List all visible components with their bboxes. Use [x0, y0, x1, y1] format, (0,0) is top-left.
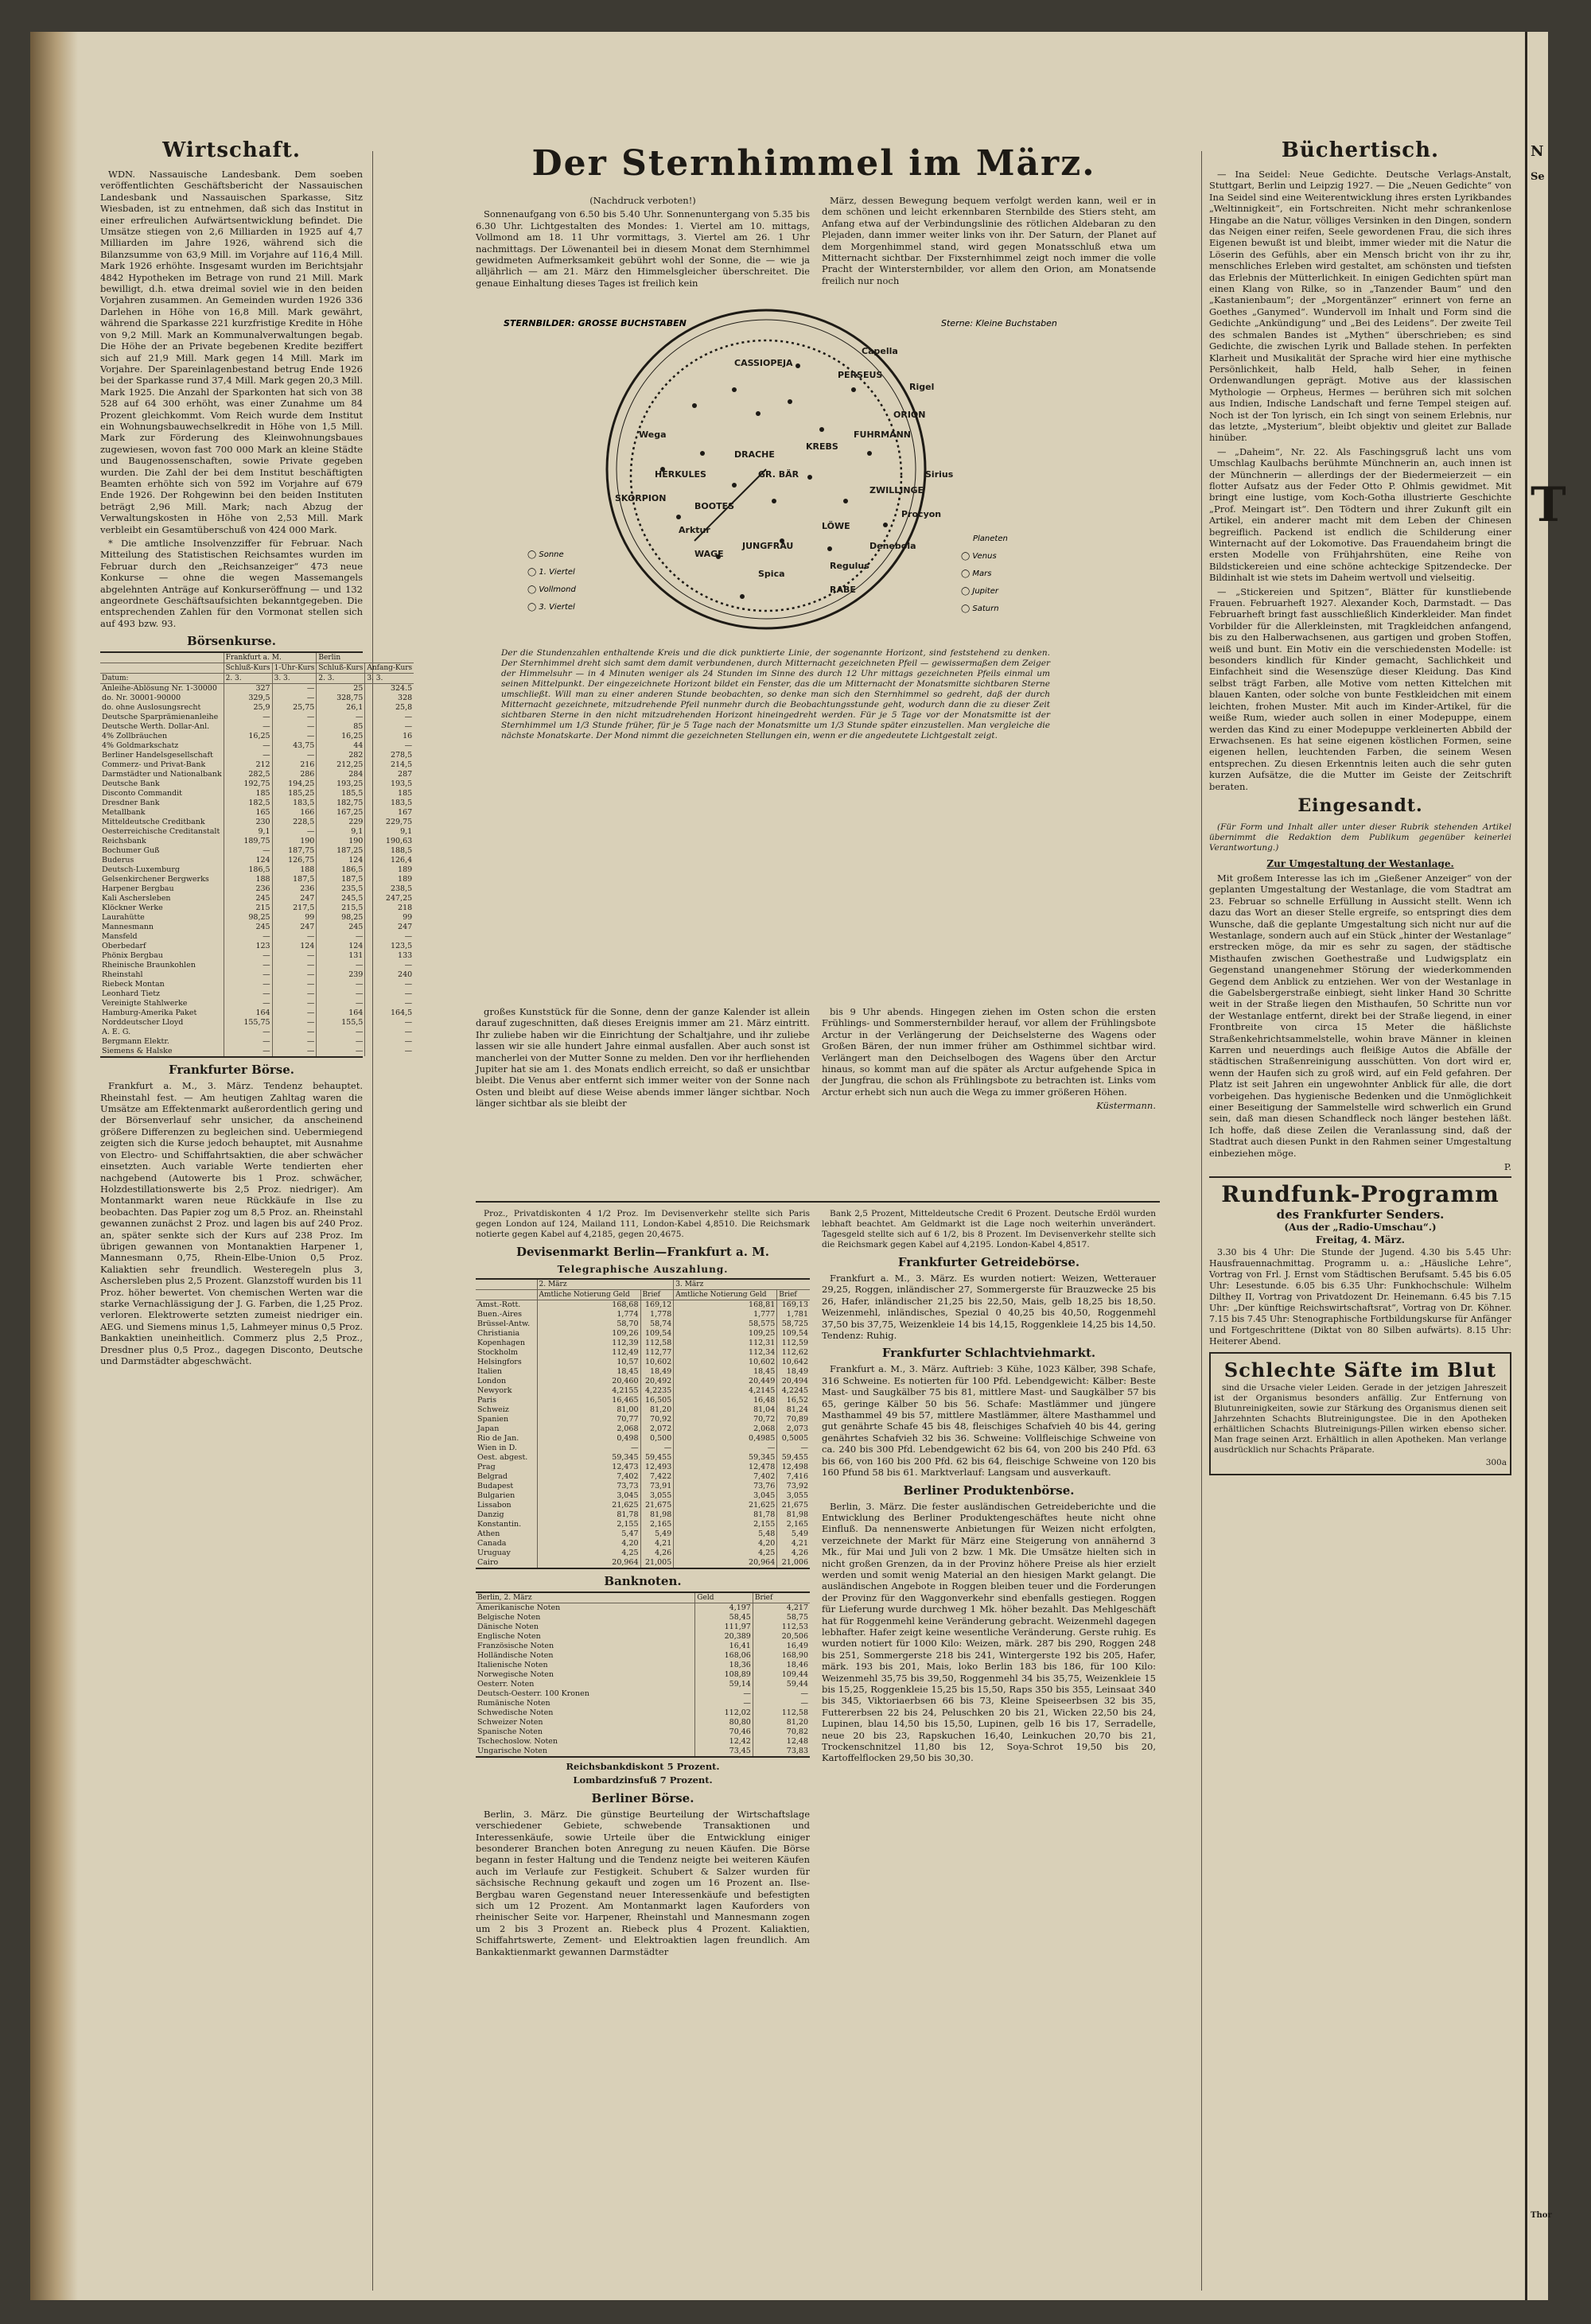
devisen-row: Athen 5,47 5,49 5,48 5,49	[477, 1529, 808, 1538]
banknoten-row: Englische Noten 20,389 20,506	[477, 1632, 808, 1641]
star-intro-left: (Nachdruck verboten!) Sonnenaufgang von 6.50 bis 5.40 Uhr. Sonnenuntergang von 5.35 bis 6.30 Uhr. Lichtgestalten des Mondes: 1. Viertel am 10. mittags, Vollmond am 18. 11 Uhr vormittags, 3. Viertel am 26. 1 Uhr nachmittags. Der Löwenanteil bei in diesem Monat dem Sternhimmel gewidmeten Aufmerksamkeit gebührt wohl der Sonne, die — wie ja alljährlich — am 21. März den Himmelsgleicher überschreitet. Die genaue Einhaltung dieses Tages ist freilich kein	[476, 195, 810, 289]
constellation-label: FUHRMANN	[854, 429, 911, 440]
star-map-caption: Der die Stundenzahlen enthaltende Kreis und die dick punktierte Linie, der sogenannte Horizont, sind feststehend zu denken. Der Sternhimmel dreht sich samt dem damit verbundenen, durch Mitternacht gezeichneten Pfeil — gewissermaßen dem Zeiger der Himmelsuhr — in 4 Minuten weniger als 24 Stunden im Sinne des durch 12 Uhr mittags gezeichneten Pfeils einmal um seinen Mittelpunkt. Der eingezeichnete Horizont bildet ein Fenster, das die um Mitternacht der Monatsmitte sichtbaren Sterne umschließt. Will man zu einer anderen Stunde beobachten, so denke man sich den Sternhimmel so gedreht, daß der durch Mitternacht gezeichnete, mitzudrehende Pfeil nunmehr durch die Beobachtungsstunde geht, wodurch dann die zu dieser Zeit sichtbaren Sterne in den nicht mitzudrehenden Horizont hineingedreht werden. Für je 5 Tage vor der Monatsmitte ist der Sternhimmel um 1/3 Stunde früher, für je 5 Tage nach der Monatsmitte um 1/3 Stunde später einzustellen. Man vergleiche die nächste Monatskarte. Der Mond nimmt die gezeichneten Stellungen ein, wenn er die angedeutete Lichtgestalt zeigt.	[501, 648, 1050, 740]
kurs-row: Bergmann Elektr. — — — —	[102, 1037, 413, 1047]
star-map	[496, 294, 1057, 644]
constellation-label: SKORPION	[615, 493, 667, 503]
kurs-row: 4% Zollbräuchen 16,25 — 16,25 16	[102, 732, 413, 741]
boersenkurse-table-wrap	[100, 651, 413, 1058]
star-dot	[740, 594, 745, 599]
getreide-title: Frankfurter Getreidebörse.	[897, 1255, 1080, 1269]
kurs-row: Klöckner Werke 215 217,5 215,5 218	[102, 904, 413, 913]
kurs-row: A. E. G. — — — —	[102, 1028, 413, 1037]
book-spine	[30, 32, 78, 2300]
constellation-labels	[615, 346, 954, 595]
kurs-row: Gelsenkirchener Bergwerks 188 187,5 187,5 189	[102, 875, 413, 884]
legend-entry: ◯ Sonne	[527, 550, 564, 559]
head-frankfurt: Frankfurt a. M.	[224, 653, 317, 663]
constellation-label: JUNGFRAU	[742, 541, 794, 551]
devisen-row: Oest. abgest. 59,345 59,455 59,345 59,455	[477, 1453, 808, 1462]
kurs-row: Mansfeld — — — —	[102, 932, 413, 942]
banknoten-row: Norwegische Noten 108,89 109,44	[477, 1670, 808, 1679]
devisen-row: Newyork 4,2155 4,2235 4,2145 4,2245	[477, 1386, 808, 1395]
star-dot	[843, 499, 848, 503]
devisen-row: Stockholm 112,49 112,77 112,34 112,62	[477, 1348, 808, 1357]
kurs-row: Darmstädter und Nationalbank 282,5 286 284 287	[102, 770, 413, 779]
column-rule	[1201, 151, 1202, 2291]
kurs-row: Disconto Commandit 185 185,25 185,5 185	[102, 789, 413, 799]
legend-entry: ◯ Saturn	[961, 604, 999, 613]
star-dot	[807, 475, 812, 480]
kurs-row: Reichsbank 189,75 190 190 190,63	[102, 837, 413, 846]
kurs-row: Deutsche Bank 192,75 194,25 193,25 193,5	[102, 779, 413, 789]
constellation-label: Wega	[639, 429, 667, 440]
column-economy	[100, 135, 413, 2314]
blut-ad: Schlechte Säfte im Blut sind die Ursache vieler Leiden. Gerade in der jetzigen Jahreszeit ist der Organismus besonders anfällig. Zur Entfernung von Blutunreinigkeiten, sowie zur Stärkung des Organismus dienen seit Jahrzehnten Schachts Blutreinigungstee. Die in den Apotheken erhältlichen Schachts Blutreinigungs-Pillen wirken ebenso sicher. Man frage seinen Arzt. Erhältlich in allen Apotheken. Man verlange ausdrücklich nur Schachts Präparate. 300a	[1209, 1352, 1511, 1475]
star-dot	[756, 411, 760, 416]
star-dot	[676, 515, 681, 519]
berliner-boerse-text: Berlin, 3. März. Die günstige Beurteilung der Wirtschaftslage verschiedener Gebiete, schwebende Transaktionen und Interessenkäufe, sowie Urteile über die Entwicklung einiger besonderer Branchen boten Anregung zu neuen Käufen. Die Börse begann in fester Haltung und die Tendenz neigte bei weiteren Käufen auch im Verlaufe zur Festigkeit. Schubert & Salzer wurden für sächsische Rechnung gekauft und zogen um 16 Prozent an. Ilse-Bergbau waren Gegenstand neuer Interessenkäufe und befestigten sich um 12 Prozent. Am Montanmarkt lagen Kauforders von rheinischer Seite vor. Harpener, Rheinstahl und Mannesmann zogen um 2 bis 3 Prozent an. Riebeck plus 4 Prozent. Kaliaktien, Schiffahrtswerte, Zement- und Elektroaktien lagen freundlich. Am Bankaktienmarkt gewannen Darmstädter	[476, 1808, 810, 1957]
legend-entry: ◯ Vollmond	[527, 585, 576, 594]
constellation-label: Denebola	[869, 541, 916, 551]
kurs-row: Deutsche Werth. Dollar-Anl. — — 85 —	[102, 722, 413, 732]
legend-entry: ◯ Mars	[961, 569, 992, 578]
banknoten-row: Französische Noten 16,41 16,49	[477, 1642, 808, 1650]
kurs-row: Mannesmann 245 247 245 247	[102, 923, 413, 932]
devisen-row: Uruguay 4,25 4,26 4,25 4,26	[477, 1549, 808, 1557]
constellation-label: Procyon	[901, 509, 942, 519]
kurs-row: do. Nr. 30001-90000 329,5 — 328,75 328	[102, 694, 413, 703]
section-rule	[476, 1201, 1160, 1203]
devisen-row: Belgrad 7,402 7,422 7,402 7,416	[477, 1472, 808, 1481]
banknoten-row: Schwedische Noten 112,02 112,58	[477, 1708, 808, 1717]
star-intro-right: März, dessen Bewegung bequem verfolgt werden kann, weil er in dem schönen und leicht erkennbaren Sternbilde des Stiers steht, am Anfang etwa auf der Verbindungslinie des rötlichen Aldebaran zu den Plejaden, dann immer weiter links von ihr. Der Saturn, der Planet auf dem Morgenhimmel stand, wird gegen Monatsschluß etwa um Mitternacht sichtbar. Der Fixsternhimmel zeigt noch immer die volle Pracht der Wintersternbilder, vor allem den Orion, am Monatsende freilich nur noch	[822, 195, 1156, 286]
devisen-row: Prag 12,473 12,493 12,478 12,498	[477, 1463, 808, 1471]
constellation-label: DRACHE	[734, 449, 775, 460]
constellation-label: BOOTES	[694, 501, 735, 511]
star-dot	[788, 399, 792, 404]
devisen-row: Danzig 81,78 81,98 81,78 81,98	[477, 1510, 808, 1519]
banknoten-row: Spanische Noten 70,46 70,82	[477, 1727, 808, 1736]
banknoten-row: Amerikanische Noten 4,197 4,217	[477, 1603, 808, 1612]
star-dot	[827, 546, 832, 551]
boersenkurse-title: Börsenkurse.	[187, 634, 276, 649]
head-berlin: Berlin	[317, 653, 414, 663]
kurs-row: Riebeck Montan — — — —	[102, 980, 413, 989]
blut-title: Schlechte Säfte im Blut	[1223, 1358, 1497, 1382]
article-insolvenz: * Die amtliche Insolvenzziffer für Februar. Nach Mitteilung des Statistischen Reichsamtes wurden im Februar durch den „Reichsanzeiger“ 473 neue Konkurse — ohne die wegen Massemangels abgelehnten Anträge auf Konkurseröffnung — und 132 angeordnete Geschäftsaufsichten bekanntgegeben. Die entsprechenden Zahlen für den Vormonat stellen sich auf 493 bzw. 93.	[100, 538, 363, 629]
devisen-row: Japan 2,068 2,072 2,068 2,073	[477, 1424, 808, 1433]
kurs-row: Commerz- und Privat-Bank 212 216 212,25 214,5	[102, 760, 413, 770]
kurs-row: Deutsch-Luxemburg 186,5 188 186,5 189	[102, 865, 413, 875]
constellation-label: CASSIOPEJA	[734, 358, 793, 368]
kurs-row: Rheinstahl — — 239 240	[102, 970, 413, 980]
column-culture: Büchertisch. — Ina Seidel: Neue Gedichte. Deutsche Verlags-Anstalt, Stuttgart, Berlin und Leipzig 1927. — Die „Neuen Gedichte“ von Ina Seidel sind eine Weiterentwicklung ihres ersten Lyrikbandes „Weltinnigkeit“, ein Fortschreiten. Nicht mehr schrankenlose Hingabe an die Natur, völliges Versinken in den Dingen, sondern das Neigen einer reifen, Seele gewordenen Frau, die sich ihres Eigenen bewußt ist und bleibt, immer wieder mit die Natur die Löserin des Gefühls, aber ein Mensch bricht von ihr zu ihr, menschliches Erleben wird gestaltet, am schönsten und tiefsten das Erlebnis der Mütterlichkeit. In einigen Gedichten spürt man einen Klang von Rilke, so in „Tanzender Baum“ und den „Kastanienbaum“; der „Morgentänzer“ erinnert von ferne an Goethes „Ganymed“. Wundervoll im Inhalt und Form sind die Gedichte „Ankündigung“ und „Bei des Leidens“. Der zweite Teil des schmalen Bandes ist „Mythen“ überschrieben; es sind Gedichte, die zwischen Lyrik und Ballade stehen. In perfekten Klarheit und Musikalität der Sprache wird hier eine mythische Persönlichkeit, halb Held, halb Seher, in feinen Ordenwandlungen geprägt. Motive aus der klassischen Mythologie — Orpheus, Hermes — berühren sich mit solchen aus Indien, Indische Landschaft und ferne Tempel steigen auf. Noch ist der Ton lyrisch, ein Ich singt von seinem Erlebnis, nur das letzte, „Mysterium“, bleibt objektiv und gleitet zur Ballade hinüber. — „Daheim“, Nr. 22. Als Faschingsgruß lacht uns vom Umschlag Kaulbachs berühmte Münchnerin an, auch innen ist der Münchnerin — allerdings der der Biedermeierzeit — ein flotter Aufsatz aus der Feder Otto P. Ohlmis gewidmet. Mit bringt eine lustige, vom Koch-Gotha illustrierte Geschichte „Prof. Meingart ist“. Den Tödtern und ihrer Zukunft gilt ein Artikel, ein anderer macht mit dem Leben der Chinesen begreiflich. Packend ist endlich die Schilderung einer Winternacht auf der Lokomotive. Das Frauendaheim bringt die ersten Modelle von Frühjahrshüten, eine Reihe von Bildstickereien und eine schöne achteckige Spitzendecke. Der Bildinhalt ist wie stets im Daheim wertvoll und vielseitig. — „Stickereien und Spitzen“, Blätter für kunstliebende Frauen. Februarheft 1927. Alexander Koch, Darmstadt. — Das Februarheft bringt fast ausschließlich Kinderkleider. Man findet Vorbilder für die Allerkleinsten, mit Tragkleidchen anfangend, bis zu den Halberwachsenen, aus gartigen und groben Stoffen, weiß und bunt. Ein Motiv ein die verschiedensten Modelle: ist besonders kindlich für Kinder gemacht, Sachlichkeit und Einfachheit sind die Wesenszüge dieser Kleidung. Das Kind selbst trägt Farben, alle Motive vom netten Kittelchen mit blauen Kanten, oder solche von bunte Festkleidchen mit einem leichten, frohen Muster. Mit auch im Kinder-Artikel, für die weiße Rum, wieder auch sollen in einer Modepuppe, einem werden das Kind zu einer Modepuppe verkleinerten Abbild der Erwachsenen. Es hat seine eigenen köstlichen Formen, seine eigenen hellen, leuchtenden Farben, die seinem Wesen entsprechen. Zu diesen Erkenntnis leiten auch die sehr guten kurzen Aufsätze, die die Mutter im Geiste der Zeitschrift beraten. Eingesandt. (Für Form und Inhalt aller unter dieser Rubrik stehenden Artikel übernimmt die Redaktion dem Publikum gegenüber keinerlei Verantwortung.) Zur Umgestaltung der Westanlage. Mit großem Interesse las ich im „Gießener Anzeiger“ von der geplanten Umgestaltung der Westanlage, die vom Stadtrat am 23. Februar so schnelle Erfüllung in Aussicht stellt. Wenn ich dazu das Wort an dieser Stelle ergreife, so entspringt dies dem Wunsche, daß die geplante Umgestaltung sich nicht nur auf die Westanlage, sondern auch auf ein Stück „hinter der Westanlage“ erstrecken möge, da mir es sehr zu sagen, der städtische Misthaufen zwischen Goethestraße und Ludwigsplatz ein Gegenstand unangenehmer Störung der wiederkommenden Gegend dem Anblick zu entziehen. Wer von der Westanlage in die Gabelsbergerstraße einbiegt, sieht linker Hand 30 Schritte weit in der Straße liegen den Misthaufen, 50 Schritte nun vor der Westanlage entfernt, direkt bei der Straße liegend, in einer Frontbreite von circa 15 Meter die häßlichste Straßenkehrichtsammelstelle, wohin brave Männer in kleinen Karren und neuerdings auch fleißige Autos die Abfälle der städtischen Straßenreinigung ausschütten. Von dort wird er, wenn der Haufen sich zu groß wird, auf ein Feld gefahren. Der Platz ist seit Jahren ein ungewohnter Anblick für alle, die dort vorbeigehen. Das hygienische Bedenken und die Unmöglichkeit einer Beseitigung der Sammelstelle wird schwerlich ein Grund sein, daß man diesen Schandfleck noch länger bestehen läßt. Ich hoffe, daß diese Zeilen die Veranlassung sind, daß der Stadtrat auch diesen Punkt in den Rahmen seiner Umgestaltung einbeziehen möge. P. Rundfunk-Programm des Frankfurter Senders. (Aus der „Radio-Umschau“.) Freitag, 4. März. 3.30 bis 4 Uhr: Die Stunde der Jugend. 4.30 bis 5.45 Uhr: Hausfrauennachmittag. Programm u. a.: „Häusliche Lehre“, Vortrag von Frl. J. Ernst vom Städtischen Berufsamt. 5.45 bis 6.05 Uhr: Lesestunde. 6.05 bis 6.35 Uhr: Funkhochschule: Wilhelm Dilthey II, Vortrag von Privatdozent Dr. Heinemann. 6.45 bis 7.15 Uhr: „Der künftige Reichswirtschaftsrat“, Vortrag von Dr. Köhner. 7.15 bis 7.45 Uhr: Stenographische Fortbildungskurse für Anfänger und Fortgeschrittene (Diktat von 80 Silben aufwärts). 8.15 Uhr: Heiterer Abend. Schlechte Säfte im Blut sind die Ursache vieler Leiden. Gerade in der jetzigen Jahreszeit ist der Organismus besonders anfällig. Zur Entfernung von Blutunreinigkeiten, sowie zur Stärkung des Organismus dienen seit Jahrzehnten Schachts Blutreinigungstee. Die in den Apotheken erhältlichen Schachts Blutreinigungs-Pillen wirken ebenso sicher. Man frage seinen Arzt. Erhältlich in allen Apotheken. Man verlange ausdrücklich nur Schachts Präparate. 300a	[1209, 135, 1511, 2314]
constellation-label: Arktur	[679, 525, 710, 535]
kurs-row: Leonhard Tietz — — — —	[102, 989, 413, 999]
banknoten-row: Belgische Noten 58,45 58,75	[477, 1613, 808, 1622]
star-dot	[883, 523, 888, 527]
kurs-row: Hamburg-Amerika Paket 164 — 164 164,5	[102, 1008, 413, 1018]
star-text-left: großes Kunststück für die Sonne, denn der ganze Kalender ist allein darauf zugeschnitten, daß dieses Ereignis immer am 21. März eintritt. Ihr zuliebe haben wir die Einrichtung der Schaltjahre, und ihr zuliebe lassen wir sie alle hundert Jahre einmal ausfallen. Aber auch sonst ist mancherlei von der Mutter Sonne zu melden. Den vor ihr herfliehenden Jupiter hat sie am 1. des Monats endlich erreicht, so daß er unsichtbar bleibt. Die Venus aber entfernt sich immer weiter von der Sonne nach Osten und bleibt auf diese Weise abends immer länger sichtbar. Noch länger sichtbar als sie bleibt der	[476, 1006, 810, 1110]
star-dot	[692, 403, 697, 408]
devisen-row: Lissabon 21,625 21,675 21,625 21,675	[477, 1501, 808, 1510]
banknoten-row: Holländische Noten 168,06 168,90	[477, 1651, 808, 1660]
map-right-title: Sterne: Kleine Buchstaben	[941, 318, 1057, 328]
constellation-label: KREBS	[806, 441, 838, 452]
map-left-title: STERNBILDER: GROSSE BUCHSTABEN	[504, 318, 687, 328]
constellation-label: RABE	[830, 585, 856, 595]
banknoten-row: Dänische Noten 111,97 112,53	[477, 1623, 808, 1631]
schlachtvieh-title: Frankfurter Schlachtviehmarkt.	[881, 1346, 1096, 1361]
constellation-label: Capella	[862, 346, 898, 356]
frankfurter-boerse-title: Frankfurter Börse.	[169, 1063, 294, 1078]
constellation-label: ZWILLINGE	[869, 485, 924, 496]
banknoten-row: Italienische Noten 18,36 18,46	[477, 1661, 808, 1669]
constellation-label: WAGE	[694, 549, 724, 559]
devisen-row: Canada 4,20 4,21 4,20 4,21	[477, 1539, 808, 1548]
kurs-row: Kali Aschersleben 245 247 245,5 247,25	[102, 894, 413, 904]
kurs-row: Laurahütte 98,25 99 98,25 99	[102, 913, 413, 923]
kurs-row: Metallbank 165 166 167,25 167	[102, 808, 413, 818]
kurs-row: Phönix Bergbau — — 131 133	[102, 951, 413, 961]
kurs-row: Mitteldeutsche Creditbank 230 228,5 229 229,75	[102, 818, 413, 827]
devisen-row: Kopenhagen 112,39 112,58 112,31 112,59	[477, 1339, 808, 1347]
devisen-row: Paris 16,465 16,505 16,48 16,52	[477, 1396, 808, 1405]
banknoten-table: Berlin, 2. März Geld Brief Amerikanische Noten 4,197 4,217 Belgische Noten 58,45 58,75 Dänische Noten 111,97 112,53 Englische Noten 20,389 20,506 Französische Noten 16,41 16,49 Holländische Noten 168,06 168,90 Italienische Noten 18,36 18,46 Norwegische Noten 108,89 109,44 Oesterr. Noten 59,14 59,44 Deutsch-Oesterr. 100 Kronen — — Rumänische Noten — — Schwedische Noten 112,02 112,58 Schweizer Noten 80,80 81,20 Spanische Noten 70,46 70,82 Tschechoslow. Noten 12,42 12,48 Ungarische Noten 73,45 73,83	[477, 1594, 808, 1755]
rundfunk-title: Rundfunk-Programm	[1221, 1180, 1500, 1207]
devisen-row: London 20,460 20,492 20,449 20,494	[477, 1377, 808, 1385]
star-text-right: bis 9 Uhr abends. Hingegen ziehen im Osten schon die ersten Frühlings- und Sommersternbilder herauf, vor allem der Frühlingsbote Arctur in der Verlängerung der Deichselsterne des Wagens oder Großen Bären, der nun immer früher am Osthimmel sichtbar wird. Verlängert man den Deichselbogen des Wagens über den Arctur hinaus, so kommt man auf die später als Arctur aufgehende Spica in der Jungfrau, die schon als Frühlingsbote zu betrachten ist. Links vom Arctur erhebt sich nun auch die Wega zu immer größeren Höhen. Küstermann.	[822, 1006, 1156, 1112]
star-dot	[867, 451, 872, 456]
planet-legend	[961, 534, 1008, 613]
legend-entry: ◯ Jupiter	[961, 587, 998, 596]
devisen-row: Amst.-Rott. 168,68 169,12 168,81 169,13	[477, 1300, 808, 1309]
devisen-row: Cairo 20,964 21,005 20,964 21,006	[477, 1558, 808, 1567]
star-dot	[851, 387, 856, 392]
constellation-label: Sirius	[925, 469, 954, 480]
kurs-row: Dresdner Bank 182,5 183,5 182,75 183,5	[102, 799, 413, 808]
legend-entry: ◯ 3. Viertel	[527, 603, 575, 612]
banknoten-row: Schweizer Noten 80,80 81,20	[477, 1718, 808, 1727]
produkten-title: Berliner Produktenbörse.	[903, 1483, 1075, 1498]
kurs-row: 4% Goldmarkschatz — 43,75 44 —	[102, 741, 413, 751]
berliner-boerse-title: Berliner Börse.	[591, 1790, 694, 1805]
kurs-row: do. ohne Auslosungsrecht 25,9 25,75 26,1 25,8	[102, 703, 413, 713]
banknoten-row: Ungarische Noten 73,45 73,83	[477, 1747, 808, 1755]
star-author: Küstermann.	[1096, 1100, 1156, 1112]
newspaper-page	[30, 32, 1566, 2300]
column-markets: Bank 2,5 Prozent, Mitteldeutsche Credit 6 Prozent. Deutsche Erdöl wurden lebhaft beachtet. Am Geldmarkt ist die Lage noch weiterhin unverändert. Tagesgeld stellte sich auf 6 1/2, bis 8 Prozent. Im Devisenverkehr stellte sich die Reichsmark gegen Kabel auf 4,2195. London-Kabel 4,8517. Frankfurter Getreidebörse. Frankfurt a. M., 3. März. Es wurden notiert: Weizen, Wetterauer 29,25, Roggen, inländischer 27, Sommergerste für Brauzwecke 25 bis 26, Hafer, inländischer 21,25 bis 22,50, Mais, gelb 18,25 bis 18,50. Weizenmehl, inländisches, Spezial 0 40,25 bis 40,50, Roggenmehl 37,50 bis 37,75, Weizenkleie 14 bis 14,15, Roggenkleie 14,25 bis 14,50. Tendenz: Ruhig. Frankfurter Schlachtviehmarkt. Frankfurt a. M., 3. März. Auftrieb: 3 Kühe, 1023 Kälber, 398 Schafe, 316 Schweine. Es notierten für 100 Pfd. Lebendgewicht: Kälber: Beste Mast- und Saugkälber 75 bis 81, mittlere Mast- und Saugkälber 57 bis 65, geringe Kälber 50 bis 56. Schafe: Mastlämmer und jüngere Masthammel 49 bis 57, mittlere Mastlämmer, ältere Masthammel und gut genährte Schafe 45 bis 48, fleischiges Schafvieh 40 bis 44, gering genährtes Schafvieh 32 bis 36. Schweine: Vollfleischige Schweine von ca. 240 bis 300 Pfd. Lebendgewicht 62 bis 64, von 200 bis 240 Pfd. 63 bis 66, von 160 bis 200 Pfd. 62 bis 64, fleischige Schweine von 120 bis 160 Pfund 58 bis 61. Marktverlauf: Langsam und ausverkauft. Berliner Produktenbörse. Berlin, 3. März. Die fester ausländischen Getreideberichte und die Entwicklung des Berliner Produktengeschäftes heute nicht ohne Einfluß. Da nennenswerte Anbietungen für Weizen nicht erfolgten, verzeichnete der Markt für März eine Steigerung von annähernd 3 Mk., für Mai und Juli von 2 bzw. 1 Mk. Die Umsätze hielten sich in nicht großen Grenzen, da in der Provinz höhere Preise als hier erzielt werden und somit wenig Material an den hiesigen Markt gelangt. Die ausländischen Angebote in Roggen bleiben teuer und die Forderungen der Provinz für den Waggonverkehr sind ebenfalls gestiegen. Roggen für Lieferung wurde durchweg 1 Mk. höher bezahlt. Das Mehlgeschäft hat für Roggenmehl keine Veränderung gebracht. Weizenmehl dagegen lebhafter. Hafer zeigt keine wesentliche Veränderung. Gerste ruhig. Es wurden notiert für 1000 Kilo: Weizen, märk. 287 bis 290, Roggen 248 bis 251, Sommergerste 218 bis 241, Wintergerste 192 bis 205, Hafer, märk. 193 bis 201, Mais, loko Berlin 183 bis 186, für 100 Kilo: Weizenmehl 35,75 bis 39,50, Roggenmehl 34 bis 35,75, Weizenkleie 15 bis 15,25, Roggenkleie 15,25 bis 15,50, Raps 350 bis 355, Leinsaat 340 bis 345, Viktoriaerbsen 66 bis 73, Kleine Speiseerbsen 32 bis 35, Futtererbsen 22 bis 24, Peluschken 20 bis 21, Wicken 22,50 bis 24, Lupinen, blau 14,50 bis 15,50, Lupinen, gelb 16 bis 17, Serradelle, neue 20 bis 23, Rapskuchen 16,40, Leinkuchen 20,70 bis 21, Trockenschnitzel 11,80 bis 12, Soya-Schrot 19,50 bis 20, Kartoffelflocken 29,50 bis 30,30.	[822, 1209, 1156, 1764]
kurs-row: Buderus 124 126,75 124 126,4	[102, 856, 413, 865]
boersenkurse-table: Frankfurt a. M. Berlin Schluß-Kurs 1-Uhr-Kurs Schluß-Kurs Anfang-Kurs Datum: 2. 3. 3. 3. 2. 3. 3. 3. Anleihe-Ablösung Nr. 1-30000 327 — 25 324.5 do. Nr. 30001-90000 329,5 — 328,75 328 do. ohne Auslosungsrecht 25,9 25,75 26,1 25,8 Deutsche Sparprämienanleihe — — — — Deutsche Werth. Dollar-Anl. — — 85 — 4% Zollbräuchen 16,25 — 16,25 16 4% Goldmarkschatz — 43,75 44 — Berliner Handelsgesellschaft — — 282 278,5 Commerz- und Privat-Bank 212 216 212,25 214,5 Darmstädter und Nationalbank 282,5 286 284 287 Deutsche Bank 192,75 194,25 193,25 193,5 Disconto Commandit 185 185,25 185,5 185 Dresdner Bank 182,5 183,5 182,75 183,5 Metallbank 165 166 167,25 167 Mitteldeutsche Creditbank 230 228,5 229 229,75 Oesterreichische Creditanstalt 9,1 — 9,1 9,1 Reichsbank 189,75 190 190 190,63 Bochumer Guß — 187,75 187,25 188,5 Buderus 124 126,75 124 126,4 Deutsch-Luxemburg 186,5 188 186,5 189 Gelsenkirchener Bergwerks 188 187,5 187,5 189 Harpener Bergbau 236 236 235,5 238,5 Kali Aschersleben 245 247 245,5 247,25 Klöckner Werke 215 217,5 215,5 218 Laurahütte 98,25 99 98,25 99 Mannesmann 245 247 245 247 Mansfeld — — — — Oberbedarf 123 124 124 123,5 Phönix Bergbau — — 131 133 Rheinische Braunkohlen — — — — Rheinstahl — — 239 240 Riebeck Montan — — — — Leonhard Tietz — — — — Vereinigte Stahlwerke — — — — Hamburg-Amerika Paket 164 — 164 164,5 Norddeutscher Lloyd 155,75 — 155,5 — A. E. G. — — — — Bergmann Elektr. — — — — Siemens & Halske — — — —	[102, 654, 413, 1056]
star-dot	[819, 427, 824, 432]
rule	[1209, 1176, 1511, 1178]
section-title-buecher: Büchertisch.	[1281, 138, 1440, 162]
adjacent-page-strip: N Se T Thor	[1525, 32, 1548, 2300]
legend-entry: ◯ Venus	[961, 552, 997, 561]
devisen-row: Wien in D. — — — —	[477, 1444, 808, 1452]
constellation-label: Spica	[758, 569, 785, 579]
devisen-row: Italien 18,45 18,49 18,45 18,49	[477, 1367, 808, 1376]
kurs-row: Berliner Handelsgesellschaft — — 282 278,5	[102, 751, 413, 760]
legend-head: Planeten	[973, 534, 1008, 543]
constellation-label: HERKULES	[655, 469, 706, 480]
devisen-row: Schweiz 81,00 81,20 81,04 81,24	[477, 1405, 808, 1414]
devisen-row: Rio de Jan. 0,498 0,500 0,4985 0,5005	[477, 1434, 808, 1443]
devisen-table: 2. März 3. März Amtliche Notierung Geld Brief Amtliche Notierung Geld Brief Amst.-Rott. 168,68 169,12 168,81 169,13 Buen.-Aires 1,774 1,778 1,777 1,781 Brüssel-Antw. 58,70 58,74 58,575 58,725 Christiania 109,26 109,54 109,25 109,54 Kopenhagen 112,39 112,58 112,31 112,59 Stockholm 112,49 112,77 112,34 112,62 Helsingfors 10,57 10,602 10,602 10,642 Italien 18,45 18,49 18,45 18,49 London 20,460 20,492 20,449 20,494 Newyork 4,2155 4,2235 4,2145 4,2245 Paris 16,465 16,505 16,48 16,52 Schweiz 81,00 81,20 81,04 81,24 Spanien 70,77 70,92 70,72 70,89 Japan 2,068 2,072 2,068 2,073 Rio de Jan. 0,498 0,500 0,4985 0,5005 Wien in D. — — — — Oest. abgest. 59,345 59,455 59,345 59,455 Prag 12,473 12,493 12,478 12,498 Belgrad 7,402 7,422 7,402 7,416 Budapest 73,73 73,91 73,76 73,92 Bulgarien 3,045 3,055 3,045 3,055 Lissabon 21,625 21,675 21,625 21,675 Danzig 81,78 81,98 81,78 81,98 Konstantin. 2,155 2,165 2,155 2,165 Athen 5,47 5,49 5,48 5,49 Canada 4,20 4,21 4,20 4,21 Uruguay 4,25 4,26 4,25 4,26 Cairo 20,964 21,005 20,964 21,006	[477, 1281, 808, 1567]
kurs-row: Rheinische Braunkohlen — — — —	[102, 961, 413, 970]
kurs-row: Harpener Bergbau 236 236 235,5 238,5	[102, 884, 413, 894]
banknoten-row: Rumänische Noten — —	[477, 1699, 808, 1708]
devisen-row: Bulgarien 3,045 3,055 3,045 3,055	[477, 1491, 808, 1500]
devisen-title: Devisenmarkt Berlin—Frankfurt a. M.	[515, 1245, 770, 1259]
article-landesbank: WDN. Nassauische Landesbank. Dem soeben veröffentlichten Geschäftsbericht der Nassauischen Landesbank und Nassauischen Sparkasse, Sitz Wiesbaden, ist zu entnehmen, daß sich das Institut in einer erfreulichen Aufwärtsentwicklung befindet. Die Umsätze stiegen von 2,6 Milliarden in 1925 auf 4,7 Milliarden im Jahre 1926, während sich die Bilanzsumme von 63,9 Mill. im Vorjahre auf 116,4 Mill. Mark 1926 erhöhte. Insgesamt wurden im Berichtsjahr 4842 Hypotheken im Betrage von rund 21 Mill. Mark bewilligt, d.h. etwa dreimal soviel wie in den beiden Vorjahren zusammen. An Gemeinden wurden 1926 336 Darlehen in Höhe von 16,8 Mill. Mark gewährt, während die Sparkasse 221 kurzfristige Kredite in Höhe von 9,2 Mill. Mark an Kommunalverwaltungen begab. Die Höhe der an Private begebenen Kredite beziffert sich auf 21,9 Mill. Mark gegen 14 Mill. Mark im Vorjahre. Der Spareinlagenbestand betrug Ende 1926 bei der Sparkasse rund 37,4 Mill. Mark gegen 20,3 Mill. Mark 1925. Die Anzahl der Sparkonten hat sich von 38 528 auf 64 300 erhöht, was einer Zunahme um 84 Prozent gleichkommt. Vom Reich wurde dem Institut ein Wohnungsbauwechselkredit in Höhe von 1,5 Mill. Mark zur Förderung des Kleinwohnungsbaues zugewiesen, wovon fast 700 000 Mark an kleine Städte und Baugenossenschaften, sowie Private gegeben wurden. Die Zahl der bei dem Institut beschäftigten Beamten erhöhte sich von 592 im Vorjahre auf 679 Ende 1926. Der Rohgewinn bei den beiden Instituten beträgt 2,96 Mill. Mark; nach Abzug der Verwaltungskosten in Höhe von 2,53 Mill. Mark verbleibt ein Gesamtüberschuß von 424 000 Mark.	[100, 169, 363, 535]
headline-sternhimmel: Der Sternhimmel im März.	[531, 143, 1096, 184]
devisen-table-wrap	[476, 1278, 810, 1569]
kurs-row: Bochumer Guß — 187,75 187,25 188,5	[102, 846, 413, 856]
star-dot	[700, 451, 705, 456]
column-rule	[372, 151, 373, 2291]
kurs-row: Siemens & Halske — — — —	[102, 1047, 413, 1056]
moon-legend	[527, 550, 576, 612]
banknoten-row: Tschechoslow. Noten 12,42 12,48	[477, 1737, 808, 1746]
banknoten-row: Deutsch-Oesterr. 100 Kronen — —	[477, 1689, 808, 1698]
devisen-row: Helsingfors 10,57 10,602 10,602 10,642	[477, 1358, 808, 1366]
constellation-label: ORION	[893, 410, 926, 420]
star-dot	[796, 363, 800, 368]
constellation-label: Rigel	[909, 382, 935, 392]
devisen-row: Budapest 73,73 73,91 73,76 73,92	[477, 1482, 808, 1490]
column-devisen: Proz., Privatdiskonten 4 1/2 Proz. Im Devisenverkehr stellte sich Paris gegen London auf 124, Mailand 111, London-Kabel 4,8510. Die Reichsmark notierte gegen Kabel auf 4,2185, gegen 20,4675. Devisenmarkt Berlin—Frankfurt a. M. Telegraphische Auszahlung. 2. März 3. März Amtliche Notierung Geld Brief Amtliche Notierung Geld Brief Amst.-Rott. 168,68 169,12 168,81 169,13 Buen.-Aires 1,774 1,778 1,777 1,781 Brüssel-Antw. 58,70 58,74 58,575 58,725 Christiania 109,26 109,54 109,25 109,54 Kopenhagen 112,39 112,58 112,31 112,59 Stockholm 112,49 112,77 112,34 112,62 Helsingfors 10,57 10,602 10,602 10,642 Italien 18,45 18,49 18,45 18,49 London 20,460 20,492 20,449 20,494 Newyork 4,2155 4,2235 4,2145 4,2245 Paris 16,465 16,505 16,48 16,52 Schweiz 81,00 81,20 81,04 81,24 Spanien 70,77 70,92 70,72 70,89 Japan 2,068 2,072 2,068 2,073 Rio de Jan. 0,498 0,500 0,4985 0,5005 Wien in D. — — — — Oest. abgest. 59,345 59,455 59,345 59,455 Prag 12,473 12,493 12,478 12,498 Belgrad 7,402 7,422 7,402 7,416 Budapest 73,73 73,91 73,76 73,92 Bulgarien 3,045 3,055 3,045 3,055 Lissabon 21,625 21,675 21,625 21,675 Danzig 81,78 81,98 81,78 81,98 Konstantin. 2,155 2,165 2,155 2,165 Athen 5,47 5,49 5,48 5,49 Canada 4,20 4,21 4,20 4,21 Uruguay 4,25 4,26 4,25 4,26 Cairo 20,964 21,005 20,964 21,006 Banknoten. Berlin, 2. März Geld Brief Amerikanische Noten 4,197 4,217 Belgische Noten 58,45 58,75 Dänische Noten 111,97 112,53 Englische Noten 20,389 20,506 Französische Noten 16,41 16,49 Holländische Noten 168,06 168,90 Italienische Noten 18,36 18,46 Norwegische Noten 108,89 109,44 Oesterr. Noten 59,14 59,44 Deutsch-Oesterr. 100 Kronen — — Rumänische Noten — — Schwedische Noten 112,02 112,58 Schweizer Noten 80,80 81,20 Spanische Noten 70,46 70,82 Tschechoslow. Noten 12,42 12,48 Ungarische Noten 73,45 73,83 Reichsbankdiskont 5 Prozent. Lombardzinsfuß 7 Prozent. Berliner Börse. Berlin, 3. März. Die günstige Beurteilung der Wirtschaftslage verschiedener Gebiete, schwebende Transaktionen und Interessenkäufe, sowie Urteile über die Entwicklung einiger besonderer Branchen boten Anregung zu neuen Käufen. Die Börse begann in fester Haltung und die Tendenz neigte bei weiteren Käufen auch im Verlaufe zur Festigkeit. Schubert & Salzer wurden für sächsische Rechnung gekauft und zogen um 16 Prozent an. Ilse-Bergbau waren Gegenstand neuer Interessenkäufe und befestigten sich um 12 Prozent. Am Montanmarkt lagen Kauforders von rheinischer Seite vor. Harpener, Rheinstahl und Mannesmann zogen um 2 bis 3 Prozent an. Riebeck plus 4 Prozent. Kaliaktien, Schiffahrtswerte, Zement- und Elektroaktien lagen freundlich. Am Bankaktienmarkt gewannen Darmstädter	[476, 1209, 810, 1957]
devisen-row: Brüssel-Antw. 58,70 58,74 58,575 58,725	[477, 1319, 808, 1328]
frankfurter-boerse-text: Frankfurt a. M., 3. März. Tendenz behauptet. Rheinstahl fest. — Am heutigen Zahltag waren die Umsätze am Effektenmarkt außerordentlich gering und der Börsenverlauf sehr unsicher, da anscheinend größere Differenzen zu begleichen sind. Uebermiegend zeigten sich die Kurse jedoch behauptet, mit Ausnahme von Electro- und Schiffahrtsaktien, die aber schwächer einsetzten. Auch variable Werte tendierten eher nachgebend (Autowerte bis 1 Proz. schwächer, Holzdestillationswerte bis 2,5 Proz. niedriger). Am Montanmarkt waren neue Rückkäufe in Ilse zu beobachten. Das Papier zog um 8,5 Proz. an. Rheinstahl gewannen zunächst 2 Proz. und lagen bis auf 240 Proz. an, später senkte sich der Kurs auf 238 Proz. Im übrigen gewannen von Montanaktien Harpener 1, Mannesmann 0,75, Rhein-Elbe-Union 0,5 Proz. Kaliaktien sehr freundlich. Westeregeln plus 3, Aschersleben plus 2,5 Prozent. Glanzstoff wurden bis 11 Proz. höher bewertet. Von chemischen Werten war die starke Vernachlässigung der J. G. Farben, die 1,25 Proz. verloren. Elektrowerte setzten zumeist niedriger ein. AEG. und Siemens minus 1,5, Lahmeyer minus 0,5 Proz. Bankaktien uneinheitlich. Commerz plus 2,5 Proz., Dresdner plus 0,5 Proz., dagegen Disconto, Deutsche und Darmstädter abgeschwächt.	[100, 1080, 363, 1366]
devisen-subtitle: Telegraphische Auszahlung.	[557, 1264, 729, 1275]
kurs-row: Oberbedarf 123 124 124 123,5	[102, 942, 413, 951]
kurs-row: Vereinigte Stahlwerke — — — —	[102, 999, 413, 1008]
banknoten-row: Oesterr. Noten 59,14 59,44	[477, 1680, 808, 1689]
constellation-label: LÖWE	[822, 521, 850, 531]
kurs-row: Deutsche Sparprämienanleihe — — — —	[102, 713, 413, 722]
star-dot	[732, 387, 737, 392]
kurs-row: Anleihe-Ablösung Nr. 1-30000 327 — 25 324.5	[102, 684, 413, 694]
banknoten-title: Banknoten.	[604, 1574, 682, 1588]
star-dot	[772, 499, 776, 503]
section-title-eingesandt: Eingesandt.	[1297, 795, 1423, 816]
constellation-label: GR. BÄR	[758, 469, 799, 480]
devisen-row: Buen.-Aires 1,774 1,778 1,777 1,781	[477, 1310, 808, 1319]
kurs-row: Norddeutscher Lloyd 155,75 — 155,5 —	[102, 1018, 413, 1028]
star-dot	[732, 483, 737, 488]
constellation-label: PERSEUS	[838, 370, 883, 380]
devisen-row: Spanien 70,77 70,92 70,72 70,89	[477, 1415, 808, 1424]
legend-entry: ◯ 1. Viertel	[527, 568, 575, 577]
devisen-row: Konstantin. 2,155 2,165 2,155 2,165	[477, 1520, 808, 1529]
banknoten-table-wrap	[476, 1591, 810, 1758]
constellation-label: Regulus	[830, 561, 869, 571]
devisen-row: Christiania 109,26 109,54 109,25 109,54	[477, 1329, 808, 1338]
section-title-wirtschaft: Wirtschaft.	[162, 138, 301, 162]
kurs-row: Oesterreichische Creditanstalt 9,1 — 9,1 9,1	[102, 827, 413, 837]
